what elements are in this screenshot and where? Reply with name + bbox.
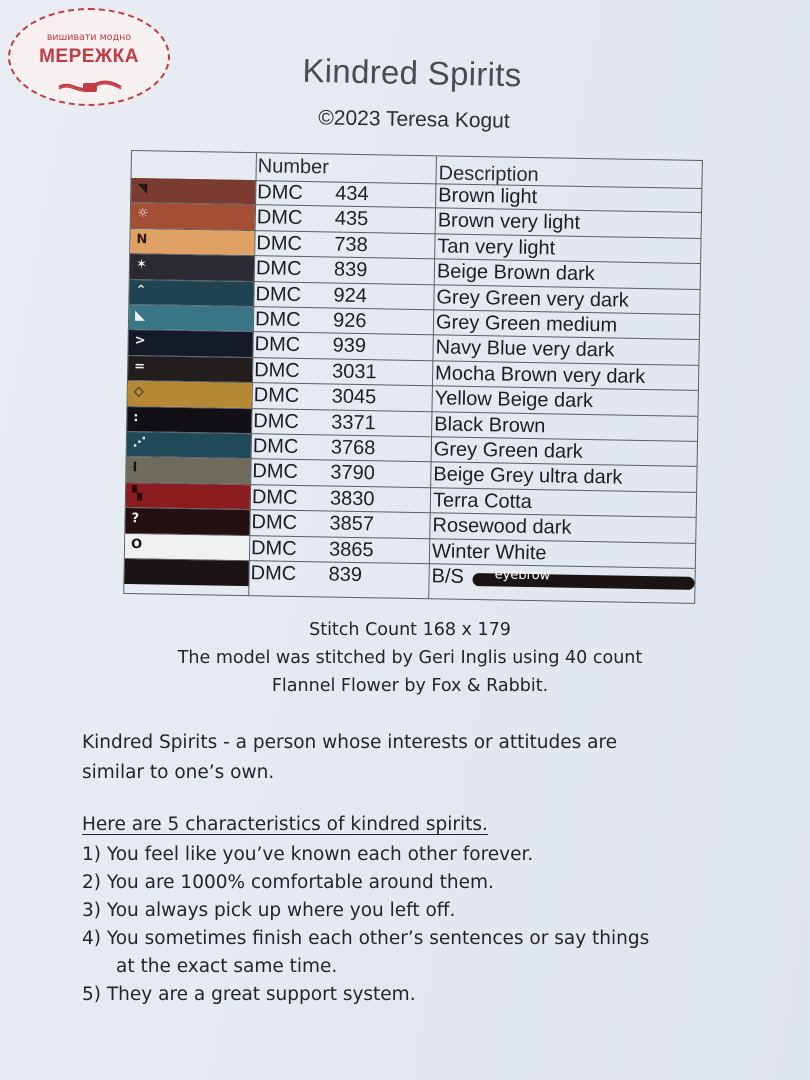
list-item: 3) You always pick up where you left off. (82, 900, 456, 921)
thread-brand: DMC (255, 257, 302, 281)
stitch-symbol-icon: ▚ (131, 485, 143, 502)
thread-brand: DMC (253, 409, 300, 433)
thread-number: 435 (334, 207, 369, 231)
stitch-symbol-icon: ◥ (137, 181, 148, 197)
thread-brand: DMC (252, 460, 299, 484)
thread-skein-icon (57, 80, 123, 94)
stitch-symbol-icon: ⌃ (135, 282, 147, 298)
thread-description: Grey Green dark (433, 438, 583, 463)
thread-number: 839 (328, 563, 363, 587)
thread-brand: DMC (250, 536, 297, 560)
stitch-symbol-icon: ◣ (134, 308, 146, 324)
thread-brand: DMC (254, 333, 301, 357)
thread-number: 3768 (330, 436, 376, 460)
stitch-count: Stitch Count 168 x 179 (309, 620, 511, 640)
thread-color-swatch (128, 330, 252, 357)
brand-logo (8, 8, 170, 106)
thread-brand: DMC (251, 511, 298, 535)
thread-brand: DMC (256, 232, 303, 255)
thread-description: B/S (431, 565, 465, 588)
stitch-symbol-icon: ✶ (135, 257, 148, 273)
logo-brand-name: МЕРЕЖКА (39, 46, 139, 67)
thread-color-swatch (127, 407, 251, 434)
stitch-symbol-icon: ☼ (136, 206, 149, 222)
thread-description: Yellow Beige dark (434, 387, 594, 413)
stitch-symbol-icon: ⋰ (132, 435, 147, 451)
stitch-symbol-icon: O (130, 536, 143, 552)
thread-number: 3371 (331, 411, 376, 434)
thread-color-swatch (131, 203, 255, 230)
thread-color-swatch (127, 432, 251, 459)
thread-description: Mocha Brown very dark (434, 362, 646, 388)
thread-brand: DMC (253, 384, 300, 408)
model-info-line: Flannel Flower by Fox & Rabbit. (271, 676, 549, 696)
thread-color-swatch (128, 356, 252, 383)
list-item: 1) You feel like you’ve known each other forever. (82, 844, 534, 865)
thread-brand: DMC (250, 562, 297, 585)
thread-description: Rosewood dark (432, 514, 572, 539)
thread-color-swatch (128, 381, 252, 408)
thread-brand: DMC (256, 206, 303, 230)
pattern-title: Kindred Spirits (302, 51, 522, 94)
thread-color-swatch (126, 457, 250, 484)
characteristics-heading: Here are 5 characteristics of kindred spirits. (82, 814, 488, 835)
thread-number: 738 (334, 233, 368, 256)
thread-number: 3790 (330, 461, 376, 485)
list-item: 5) They are a great support system. (82, 984, 416, 1005)
thread-description: Grey Green medium (435, 311, 618, 337)
thread-description: Beige Brown dark (436, 260, 595, 286)
thread-description: Brown light (438, 184, 538, 209)
thread-color-swatch (129, 305, 253, 332)
stitch-symbol-icon: I (132, 460, 138, 476)
stitch-symbol-icon: ? (131, 511, 140, 527)
thread-number: 926 (332, 309, 367, 333)
stitch-symbol-icon: : (133, 409, 139, 425)
definition-line: similar to one’s own. (82, 762, 275, 783)
thread-color-swatch (130, 229, 254, 256)
thread-number: 839 (333, 258, 368, 282)
thread-brand: DMC (251, 485, 298, 509)
thread-number: 939 (332, 334, 367, 358)
thread-color-swatch (131, 178, 255, 205)
thread-number: 3830 (329, 487, 375, 511)
thread-key-table (123, 150, 703, 604)
thread-brand: DMC (252, 435, 299, 458)
thread-description: Navy Blue very dark (435, 336, 615, 362)
thread-brand: DMC (253, 358, 300, 382)
thread-brand: DMC (254, 308, 301, 331)
backstitch-note: eyebrow (494, 567, 551, 584)
thread-color-swatch (126, 483, 250, 510)
thread-description: Brown very light (437, 209, 581, 235)
model-info-line: The model was stitched by Geri Inglis using 40 count (177, 648, 643, 668)
header-number: Number (257, 155, 330, 179)
list-item: 4) You sometimes finish each other’s sentences or say things (82, 928, 650, 949)
copyright-line: ©2023 Teresa Kogut (318, 106, 510, 133)
thread-description: Terra Cotta (432, 489, 533, 513)
thread-number: 3857 (329, 512, 375, 536)
thread-number: 924 (333, 284, 368, 307)
thread-description: Beige Grey ultra dark (433, 463, 623, 490)
thread-number: 3031 (331, 360, 377, 384)
thread-color-swatch (125, 508, 249, 535)
definition-line: Kindred Spirits - a person whose interests or attitudes are (82, 732, 618, 753)
thread-number: 434 (335, 182, 369, 206)
thread-description: Tan very light (437, 235, 556, 260)
thread-number: 3865 (328, 538, 374, 561)
logo-tagline: вишивати модно (46, 32, 132, 43)
thread-color-swatch (130, 254, 254, 281)
thread-color-swatch (129, 280, 253, 307)
list-item: 2) You are 1000% comfortable around them. (82, 872, 494, 893)
stitch-symbol-icon: ◇ (133, 384, 144, 400)
thread-brand: DMC (257, 181, 304, 205)
thread-description: Black Brown (434, 412, 546, 437)
stitch-symbol-icon: > (134, 333, 146, 349)
stitch-symbol-icon: N (136, 231, 148, 248)
thread-description: Grey Green very dark (436, 285, 629, 312)
thread-color-swatch (125, 534, 249, 561)
thread-description: Winter White (431, 539, 547, 564)
thread-brand: DMC (255, 282, 302, 306)
thread-color-swatch (124, 559, 248, 587)
thread-number: 3045 (331, 385, 377, 409)
list-item-continuation: at the exact same time. (116, 956, 338, 977)
stitch-symbol-icon: = (134, 358, 146, 375)
header-description: Description (438, 162, 539, 187)
